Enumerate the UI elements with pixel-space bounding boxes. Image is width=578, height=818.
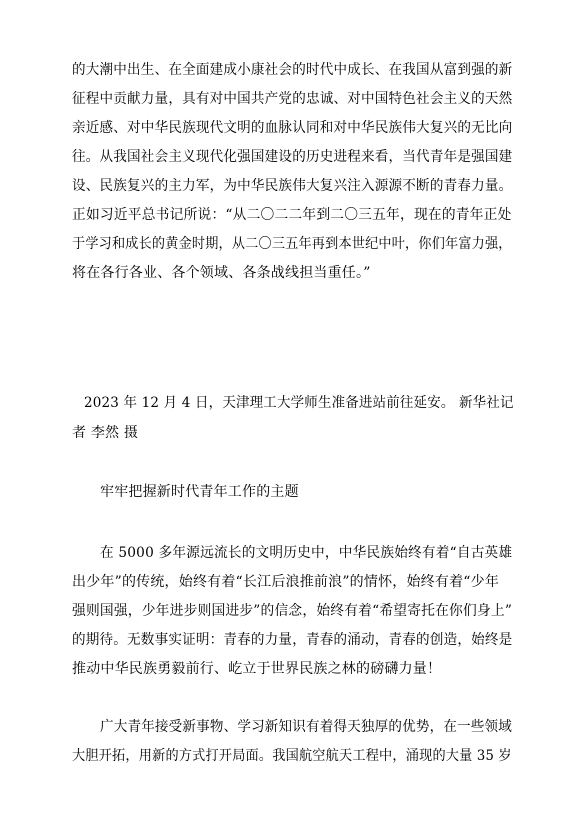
paragraph-1-line-3: 亲近感、对中华民族现代文明的血脉认同和对中华民族伟大复兴的无比向: [72, 120, 513, 136]
paragraph-1-line-4: 往。从我国社会主义现代化强国建设的历史进程来看，当代青年是强国建: [72, 149, 513, 165]
paragraph-2-line-3: 强则国强，少年进步则国进步”的信念，始终有着“希望寄托在你们身上”: [72, 603, 513, 619]
paragraph-1-line-5: 设、民族复兴的主力军，为中华民族伟大复兴注入源源不断的青春力量。: [72, 178, 513, 194]
paragraph-2-line-1: 在 5000 多年源远流长的文明历史中，中华民族始终有着“自古英雄: [100, 545, 513, 561]
paragraph-2-line-4: 的期待。无数事实证明：青春的力量，青春的涌动，青春的创造，始终是: [72, 632, 513, 648]
photo-caption-line-1: 2023 年 12 月 4 日，天津理工大学师生准备进站前往延安。 新华社记: [84, 395, 514, 411]
paragraph-2-line-2: 出少年”的传统，始终有着“长江后浪推前浪”的情怀，始终有着“少年: [72, 574, 500, 590]
paragraph-3-line-1: 广大青年接受新事物、学习新知识有着得天独厚的优势，在一些领域: [100, 719, 512, 735]
paragraph-1-line-2: 征程中贡献力量，具有对中国共产党的忠诚、对中国特色社会主义的天然: [72, 91, 513, 107]
paragraph-3-line-2: 大胆开拓，用新的方式打开局面。我国航空航天工程中，涌现的大量 35 岁: [72, 748, 512, 764]
paragraph-1-line-8: 将在各行各业、各个领域、各条战线担当重任。”: [72, 265, 371, 281]
section-heading: 牢牢把握新时代青年工作的主题: [100, 484, 299, 500]
paragraph-1-line-7: 于学习和成长的黄金时期，从二〇三五年再到本世纪中叶，你们年富力强，: [72, 236, 512, 252]
paragraph-1-line-1: 的大潮中出生、在全面建成小康社会的时代中成长、在我国从富到强的新: [72, 62, 513, 78]
paragraph-1-line-6: 正如习近平总书记所说：“从二〇二二年到二〇三五年，现在的青年正处: [72, 207, 512, 223]
photo-caption-line-2: 者 李然 摄: [72, 425, 139, 441]
paragraph-2-line-5: 推动中华民族勇毅前行、屹立于世界民族之林的磅礴力量！: [72, 661, 442, 677]
